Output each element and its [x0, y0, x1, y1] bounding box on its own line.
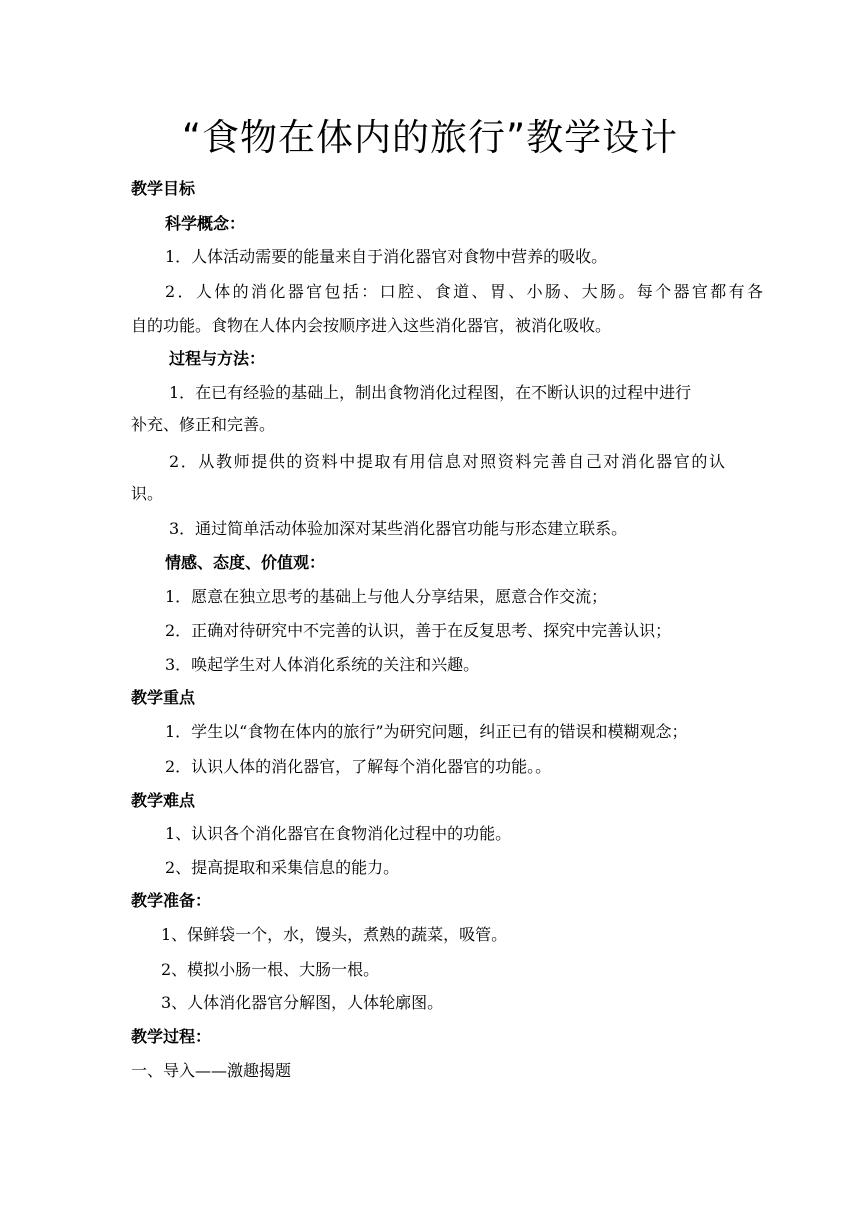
difficulty-item-1: 1、认识各个消化器官在食物消化过程中的功能。: [165, 824, 512, 843]
document-title: “食物在体内的旅行”教学设计: [181, 116, 679, 159]
teaching-step-1: 一、导入——激趣揭题: [131, 1061, 292, 1080]
process-item-1-line-2: 补充、修正和完善。: [131, 415, 276, 434]
attitude-item-2: 2．正确对待研究中不完善的认识，善于在反复思考、探究中完善认识；: [165, 621, 672, 640]
keypoint-item-1: 1．学生以“食物在体内的旅行”为研究问题，纠正已有的错误和模糊观念；: [165, 722, 688, 741]
process-item-2-line-1: 2．从教师提供的资料中提取有用信息对照资料完善自己对消化器官的认: [169, 452, 725, 471]
process-item-3: 3．通过简单活动体验加深对某些消化器官功能与形态建立联系。: [169, 519, 628, 538]
attitude-item-3: 3．唤起学生对人体消化系统的关注和兴趣。: [165, 655, 480, 674]
section-heading-preparation: 教学准备：: [131, 891, 212, 910]
subheading-process-methods: 过程与方法：: [169, 349, 266, 368]
difficulty-item-2: 2、提高提取和采集信息的能力。: [165, 858, 400, 877]
preparation-item-2: 2、模拟小肠一根、大肠一根。: [161, 960, 380, 979]
keypoint-item-2: 2．认识人体的消化器官，了解每个消化器官的功能。。: [165, 757, 552, 776]
section-heading-goals: 教学目标: [131, 179, 196, 198]
concept-item-2-line-1: 2．人体的消化器官包括：口腔、食道、胃、小肠、大肠。每个器官都有各: [165, 282, 763, 301]
section-heading-keypoints: 教学重点: [131, 688, 196, 707]
process-item-1-line-1: 1．在已有经验的基础上，制出食物消化过程图，在不断认识的过程中进行: [169, 383, 692, 402]
process-item-2-line-2: 识。: [131, 484, 164, 503]
preparation-item-1: 1、保鲜袋一个，水，馒头，煮熟的蔬菜，吸管。: [161, 925, 508, 944]
concept-item-1: 1．人体活动需要的能量来自于消化器官对食物中营养的吸收。: [165, 247, 608, 266]
subheading-science-concepts: 科学概念：: [165, 214, 246, 233]
section-heading-difficulties: 教学难点: [131, 791, 196, 810]
preparation-item-3: 3、人体消化器官分解图，人体轮廓图。: [161, 993, 444, 1012]
concept-item-2-line-2: 自的功能。食物在人体内会按顺序进入这些消化器官，被消化吸收。: [131, 316, 612, 335]
subheading-attitudes-values: 情感、态度、价值观：: [165, 553, 326, 572]
attitude-item-1: 1．愿意在独立思考的基础上与他人分享结果，愿意合作交流；: [165, 587, 608, 606]
section-heading-teaching-process: 教学过程：: [131, 1027, 212, 1046]
